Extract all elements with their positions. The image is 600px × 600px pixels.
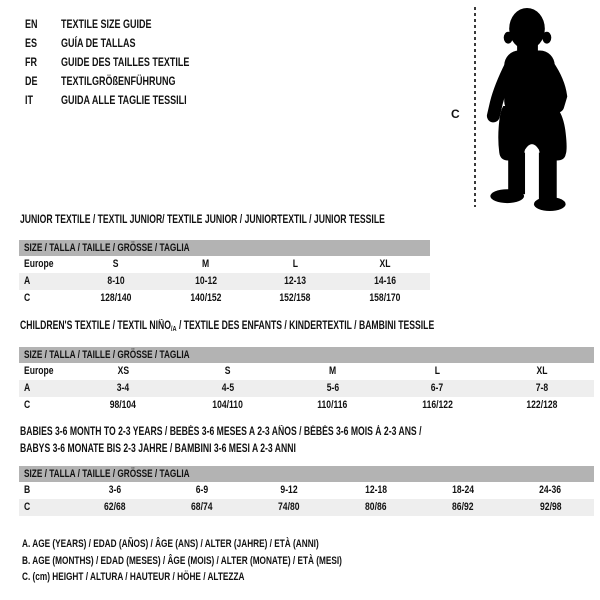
table-row <box>19 482 594 499</box>
lang-title: GUIDE DES TAILLES TEXTILE <box>61 55 190 69</box>
table-cell: 14-16 <box>374 275 397 287</box>
table-cell: L <box>292 258 298 270</box>
lang-title: TEXTILE SIZE GUIDE <box>61 17 152 31</box>
lang-row-en <box>25 15 232 34</box>
table-cell: 12-13 <box>284 275 307 287</box>
table-header-band: SIZE / TALLA / TAILLE / GRÖSSE / TAGLIA <box>19 240 430 256</box>
table-cell: 8-10 <box>107 275 125 287</box>
table-cell: XS <box>117 365 130 377</box>
table-cell: 68/74 <box>190 501 213 513</box>
table-cell: 122/128 <box>526 399 558 411</box>
junior-size-table <box>19 240 430 307</box>
lang-code: EN <box>25 17 38 31</box>
table-cell: 7-8 <box>535 382 548 394</box>
row-label: C <box>24 501 31 513</box>
table-row <box>19 397 594 414</box>
babies-size-table <box>19 466 594 516</box>
table-cell: L <box>434 365 440 377</box>
lang-title: TEXTILGRÖßENFÜHRUNG <box>61 74 176 88</box>
row-label: C <box>24 399 31 411</box>
lang-row-it <box>25 91 232 110</box>
table-cell: 6-9 <box>195 484 208 496</box>
footnote-b: B. AGE (MONTHS) / EDAD (MESES) / ÂGE (MOIS) / ALTER (MONATE) / ETÀ (MESI) <box>22 554 342 567</box>
row-label: Europe <box>24 365 54 377</box>
table-cell: 86/92 <box>452 501 474 513</box>
children-size-table <box>19 347 594 414</box>
table-row <box>19 273 430 290</box>
table-header-band: SIZE / TALLA / TAILLE / GRÖSSE / TAGLIA <box>19 466 594 482</box>
table-cell: 18-24 <box>452 484 475 496</box>
table-cell: 92/98 <box>539 501 562 513</box>
table-cell: 4-5 <box>221 382 235 394</box>
table-cell: 24-36 <box>539 484 562 496</box>
lang-row-es <box>25 34 232 53</box>
table-cell: 3-4 <box>117 382 130 394</box>
table-cell: 6-7 <box>430 382 444 394</box>
table-cell: S <box>113 258 119 270</box>
table-cell: XL <box>536 365 548 377</box>
lang-title: GUIDA ALLE TAGLIE TESSILI <box>61 93 187 107</box>
lang-row-de <box>25 72 232 91</box>
table-cell: 80/86 <box>365 501 387 513</box>
section-title-junior: JUNIOR TEXTILE / TEXTIL JUNIOR/ TEXTILE JUNIOR / JUNIORTEXTIL / JUNIOR TESSILE <box>20 214 385 226</box>
row-label: B <box>24 484 31 496</box>
table-cell: 152/158 <box>279 292 311 304</box>
row-label: C <box>24 292 31 304</box>
table-cell: 12-18 <box>365 484 388 496</box>
baby-silhouette-icon <box>478 4 578 212</box>
table-row <box>19 363 594 380</box>
table-row <box>19 256 430 273</box>
table-row <box>19 290 430 307</box>
table-cell: M <box>202 258 210 270</box>
row-label: A <box>24 382 31 394</box>
lang-title: GUÍA DE TALLAS <box>61 36 136 50</box>
table-cell: 104/110 <box>212 399 244 411</box>
height-dashed-line <box>474 7 476 207</box>
lang-code: DE <box>25 74 38 88</box>
table-cell: 3-6 <box>108 484 121 496</box>
table-cell: 10-12 <box>194 275 217 287</box>
height-measure-label: C <box>451 107 460 121</box>
table-cell: S <box>225 365 231 377</box>
language-header <box>25 15 232 110</box>
lang-code: ES <box>25 36 38 50</box>
table-cell: 140/152 <box>190 292 222 304</box>
footnote-c: C. (cm) HEIGHT / ALTURA / HAUTEUR / HÖHE / ALTEZZA <box>22 571 245 583</box>
row-label: Europe <box>24 258 54 270</box>
table-row <box>19 499 594 516</box>
table-header-band: SIZE / TALLA / TAILLE / GRÖSSE / TAGLIA <box>19 347 594 363</box>
table-cell: 98/104 <box>110 399 137 411</box>
table-cell: M <box>328 365 337 377</box>
table-cell: 116/122 <box>421 399 453 411</box>
section-title-babies: BABIES 3-6 MONTH TO 2-3 YEARS / BEBÉS 3-6 MESES A 2-3 AÑOS / BÉBÉS 3-6 MOIS À 2-3 ANS / BABYS 3-6 MONATE BIS 2-3 JAHRE / BAMBINI 3-6 MESI A 2-3 ANNI <box>20 426 422 455</box>
lang-code: FR <box>25 55 37 69</box>
table-row <box>19 380 594 397</box>
table-cell: 158/170 <box>369 292 401 304</box>
lang-row-fr <box>25 53 232 72</box>
lang-code: IT <box>25 93 34 107</box>
table-cell: 62/68 <box>103 501 126 513</box>
table-cell: 5-6 <box>326 382 339 394</box>
table-cell: 9-12 <box>280 484 298 496</box>
table-cell: 74/80 <box>278 501 300 513</box>
row-label: A <box>24 275 31 287</box>
table-cell: 110/116 <box>317 399 348 411</box>
table-cell: 128/140 <box>100 292 132 304</box>
table-cell: XL <box>379 258 391 270</box>
footnotes <box>22 536 449 586</box>
footnote-a: A. AGE (YEARS) / EDAD (AÑOS) / ÂGE (ANS) / ALTER (JAHRE) / ETÀ (ANNI) <box>22 538 319 550</box>
section-title-children: CHILDREN'S TEXTILE / TEXTIL $NIÑO_{/A}$ / TEXTILE DES ENFANTS / KINDERTEXTIL / BAMBINI TESSILE <box>20 320 435 333</box>
